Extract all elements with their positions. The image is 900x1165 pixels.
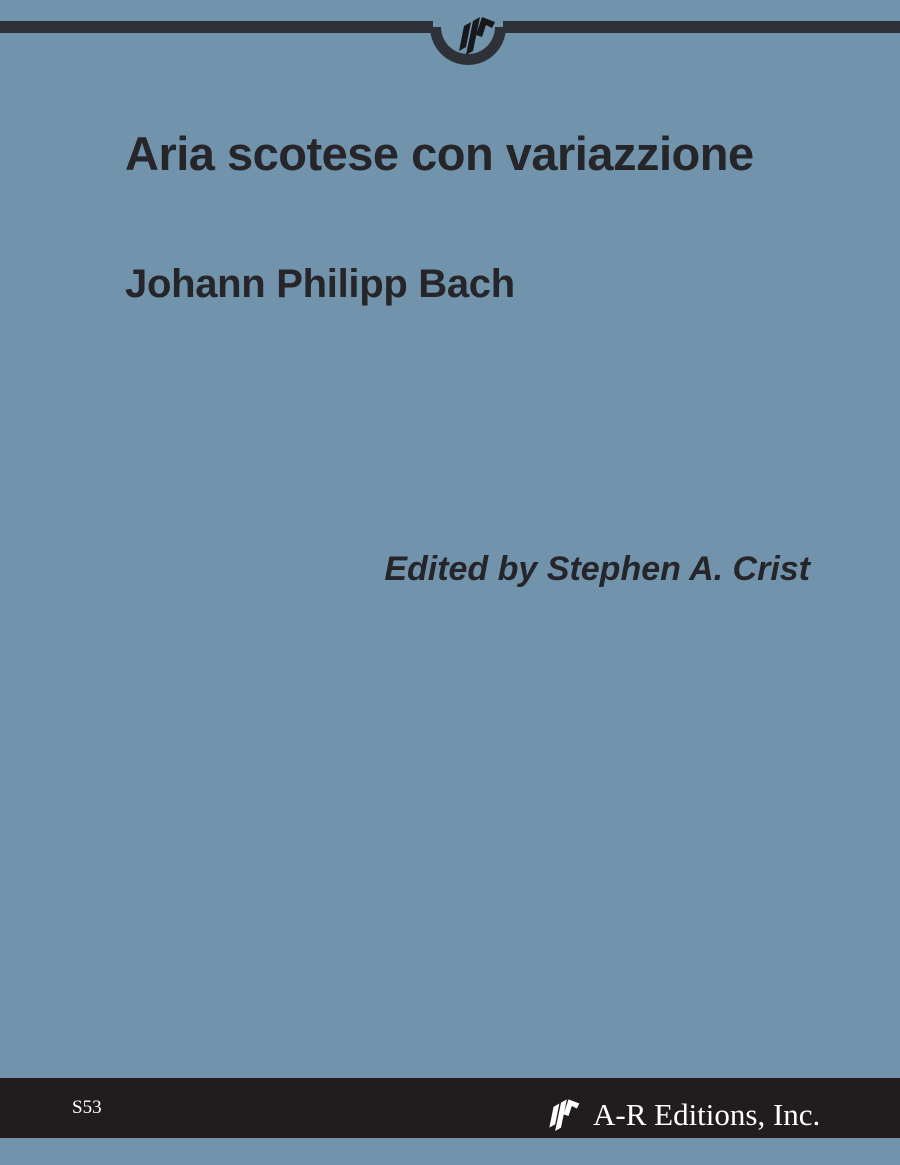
page-title: Aria scotese con variazzione <box>125 127 754 180</box>
publisher-logo <box>545 1096 820 1131</box>
editor-credit: Edited by Stephen A. Crist <box>384 550 810 588</box>
catalog-number: S53 <box>72 1097 102 1118</box>
composer-name: Johann Philipp Bach <box>125 262 515 306</box>
ar-monogram-icon <box>545 1096 582 1131</box>
publisher-name: A-R Editions, Inc. <box>593 1097 821 1132</box>
top-band <box>0 0 900 80</box>
footer-bar <box>0 1078 900 1138</box>
